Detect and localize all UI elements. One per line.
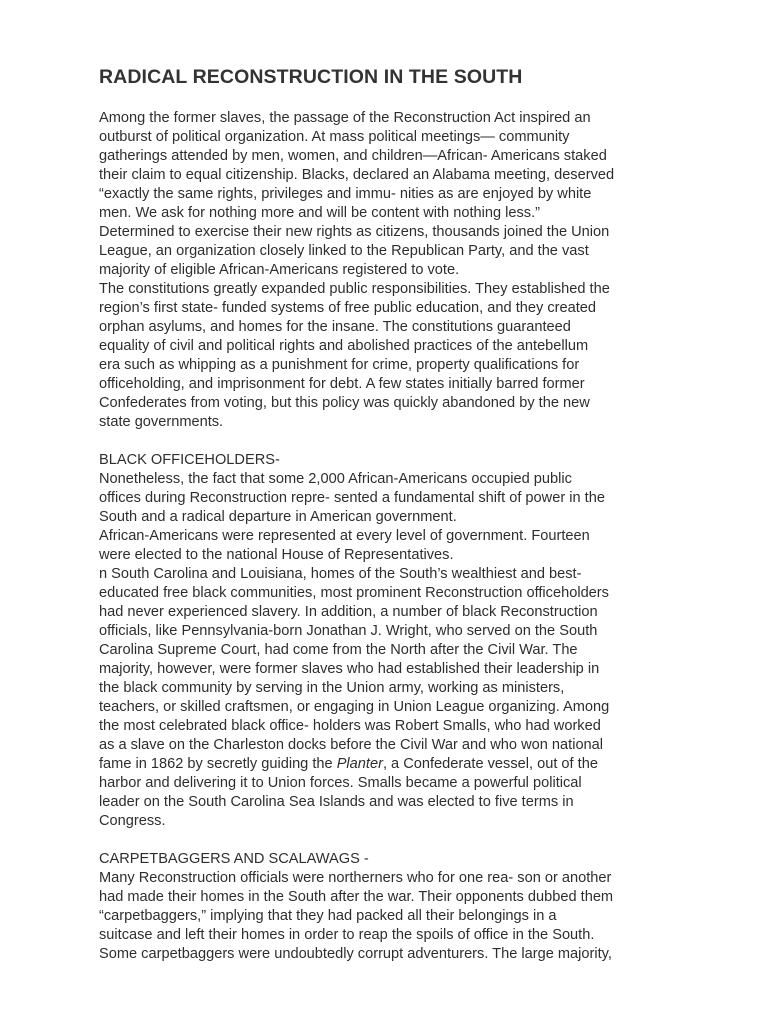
text-line: officials, like Pennsylvania-born Jonathan J. Wright, who served on the South <box>99 623 598 639</box>
planter-ship-name: Planter <box>336 756 383 772</box>
paragraph-gap <box>99 432 679 451</box>
text-line: BLACK OFFICEHOLDERS- <box>99 452 280 468</box>
text-line: “exactly the same rights, privileges and immu- nities as are enjoyed by white <box>99 186 592 202</box>
text-line: n South Carolina and Louisiana, homes of the South’s wealthiest and best- <box>99 566 582 582</box>
text-line: The constitutions greatly expanded public responsibilities. They established the <box>99 281 610 297</box>
text-line: League, an organization closely linked to the Republican Party, and the vast <box>99 243 589 259</box>
planter-line-after: , a Confederate vessel, out of the <box>382 756 598 772</box>
text-line: educated free black communities, most prominent Reconstruction officeholders <box>99 585 609 601</box>
text-line: “carpetbaggers,” implying that they had packed all their belongings in a <box>99 908 557 924</box>
document-body <box>99 109 679 755</box>
text-line: orphan asylums, and homes for the insane. The constitutions guaranteed <box>99 319 571 335</box>
text-line: the most celebrated black office- holders was Robert Smalls, who had worked <box>99 718 601 734</box>
text-line: African-Americans were represented at every level of government. Fourteen <box>99 528 590 544</box>
text-line: Many Reconstruction officials were northerners who for one rea- son or another <box>99 870 612 886</box>
planter-line <box>99 755 679 774</box>
text-line: suitcase and left their homes in order to reap the spoils of office in the South. <box>99 927 595 943</box>
text-line: Carolina Supreme Court, had come from the North after the Civil War. The <box>99 642 578 658</box>
text-line: Nonetheless, the fact that some 2,000 African-Americans occupied public <box>99 471 572 487</box>
text-line: Determined to exercise their new rights as citizens, thousands joined the Union <box>99 224 610 240</box>
text-line: had never experienced slavery. In addition, a number of black Reconstruction <box>99 604 598 620</box>
document-page <box>99 62 679 964</box>
text-line: had made their homes in the South after the war. Their opponents dubbed them <box>99 889 614 905</box>
text-line: equality of civil and political rights and abolished practices of the antebellum <box>99 338 589 354</box>
text-line: majority, however, were former slaves who had established their leadership in <box>99 661 600 677</box>
text-line: were elected to the national House of Representatives. <box>99 547 454 563</box>
text-line: gatherings attended by men, women, and children—African- Americans staked <box>99 148 607 164</box>
text-line: state governments. <box>99 414 224 430</box>
text-line: Some carpetbaggers were undoubtedly corrupt adventurers. The large majority, <box>99 946 612 962</box>
paragraph-gap <box>99 831 679 850</box>
text-line: the black community by serving in the Union army, working as ministers, <box>99 680 565 696</box>
text-line: leader on the South Carolina Sea Islands and was elected to five terms in <box>99 794 574 810</box>
text-line: harbor and delivering it to Union forces. Smalls became a powerful political <box>99 775 582 791</box>
text-line: South and a radical departure in American government. <box>99 509 457 525</box>
text-line: offices during Reconstruction repre- sented a fundamental shift of power in the <box>99 490 605 506</box>
text-line: officeholding, and imprisonment for debt. A few states initially barred former <box>99 376 585 392</box>
document-body-continued <box>99 774 679 964</box>
planter-line-before: fame in 1862 by secretly guiding the <box>99 756 337 772</box>
text-line: as a slave on the Charleston docks before the Civil War and who won national <box>99 737 604 753</box>
text-line: outburst of political organization. At mass political meetings— community <box>99 129 570 145</box>
text-line: CARPETBAGGERS AND SCALAWAGS - <box>99 851 369 867</box>
text-line: era such as whipping as a punishment for crime, property qualifications for <box>99 357 580 373</box>
text-line: majority of eligible African-Americans registered to vote. <box>99 262 460 278</box>
text-line: their claim to equal citizenship. Blacks, declared an Alabama meeting, deserved <box>99 167 615 183</box>
text-line: men. We ask for nothing more and will be content with nothing less.” <box>99 205 541 221</box>
text-line: Among the former slaves, the passage of the Reconstruction Act inspired an <box>99 110 591 126</box>
text-line: Congress. <box>99 813 166 829</box>
document-title: RADICAL RECONSTRUCTION IN THE SOUTH <box>99 66 523 88</box>
text-line: region’s first state- funded systems of free public education, and they created <box>99 300 597 316</box>
text-line: teachers, or skilled craftsmen, or engaging in Union League organizing. Among <box>99 699 610 715</box>
text-line: Confederates from voting, but this policy was quickly abandoned by the new <box>99 395 590 411</box>
